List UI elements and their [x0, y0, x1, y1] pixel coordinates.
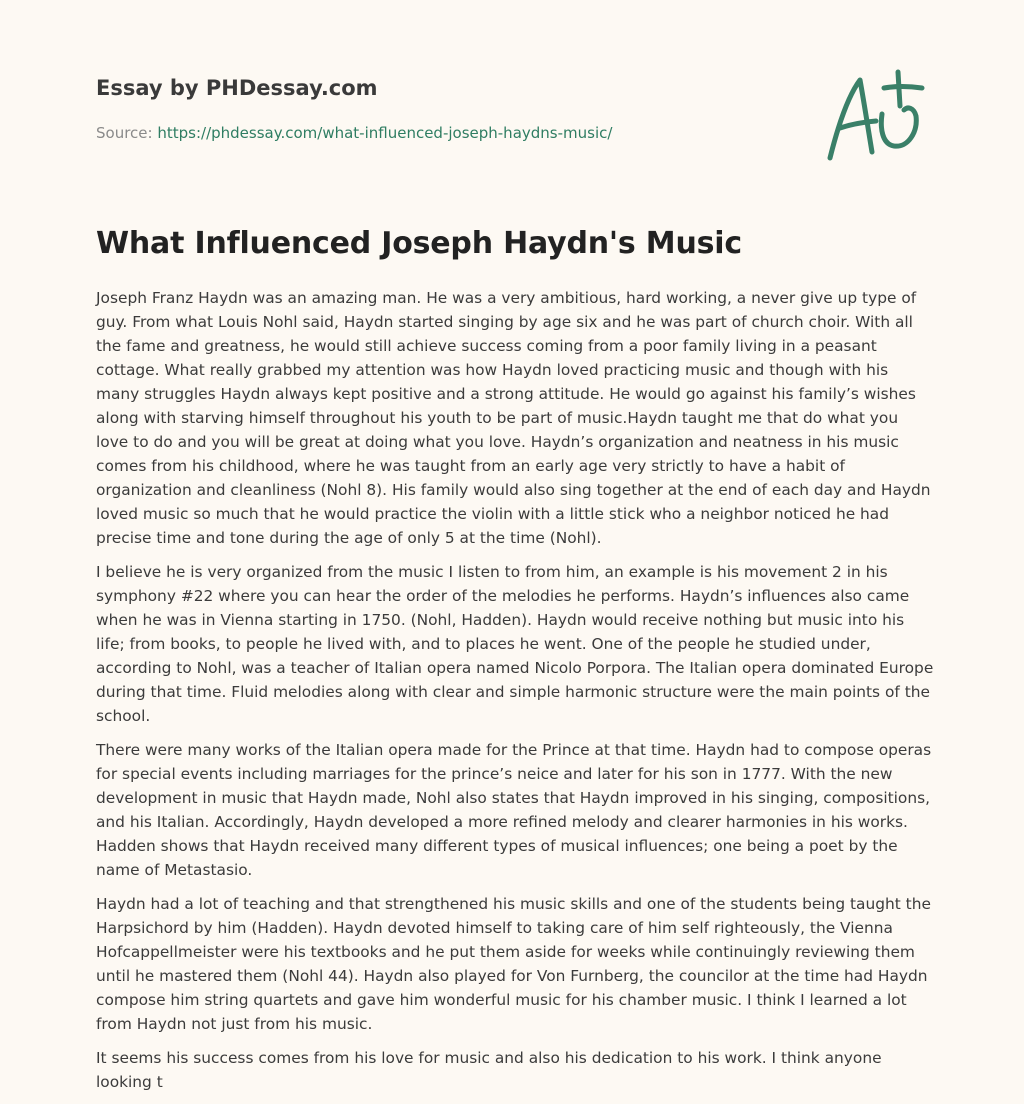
source-link[interactable]: https://phdessay.com/what-influenced-joseph-haydns-music/: [157, 124, 613, 142]
source-label: Source:: [96, 124, 153, 142]
header-brand: Essay by PHDessay.com: [96, 76, 378, 100]
essay-content: [96, 286, 934, 1104]
essay-paragraph: I believe he is very organized from the music I listen to from him, an example is his movement 2 in his symphony #22 where you can hear the order of the melodies he performs. Haydn’s influences also came when he was in Vienna starting in 1750. (Nohl, Hadden). Haydn would receive nothing but music into his life; from books, to people he lived with, and to places he went. One of the people he studied under, according to Nohl, was a teacher of Italian opera named Nicolo Porpora. The Italian opera dominated Europe during that time. Fluid melodies along with clear and simple harmonic structure were the main points of the school.: [96, 563, 934, 725]
essay-paragraph: It seems his success comes from his love for music and also his dedication to his work. I think anyone looking t: [96, 1049, 882, 1091]
essay-paragraph: Haydn had a lot of teaching and that strengthened his music skills and one of the students being taught the Harpsichord by him (Hadden). Haydn devoted himself to taking care of him self righteously, the Vienna Hofcappellmeister were his textbooks and he put them aside for weeks while continuingly reviewing them until he mastered them (Nohl 44). Haydn also played for Von Furnberg, the councilor at the time had Haydn compose him string quartets and gave him wonderful music for his chamber music. I think I learned a lot from Haydn not just from his music.: [96, 895, 931, 1033]
essay-paragraph: Joseph Franz Haydn was an amazing man. He was a very ambitious, hard working, a never give up type of guy. From what Louis Nohl said, Haydn started singing by age six and he was part of church choir. With all the fame and greatness, he would still achieve success coming from a poor family living in a peasant cottage. What really grabbed my attention was how Haydn loved practicing music and though with his many struggles Haydn always kept positive and a strong attitude. He would go against his family’s wishes along with starving himself throughout his youth to be part of music.Haydn taught me that do what you love to do and you will be great at doing what you love. Haydn’s organization and neatness in his music comes from his childhood, where he was taught from an early age very strictly to have a habit of organization and cleanliness (Nohl 8). His family would also sing together at the end of each day and Haydn loved music so much that he would practice the violin with a little stick who a neighbor noticed he had precise time and tone during the age of only 5 at the time (Nohl).: [96, 289, 931, 547]
essay-paragraph: There were many works of the Italian opera made for the Prince at that time. Haydn had to compose operas for special events including marriages for the prince’s neice and later for his son in 1777. With the new development in music that Haydn made, Nohl also states that Haydn improved in his singing, compositions, and his Italian. Accordingly, Haydn developed a more refined melody and clearer harmonies in his works. Hadden shows that Haydn received many different types of musical influences; one being a poet by the name of Metastasio.: [96, 741, 932, 879]
essay-title: What Influenced Joseph Haydn's Music: [96, 226, 742, 261]
source-line: [96, 124, 612, 142]
a-plus-grade-icon: [820, 66, 930, 166]
